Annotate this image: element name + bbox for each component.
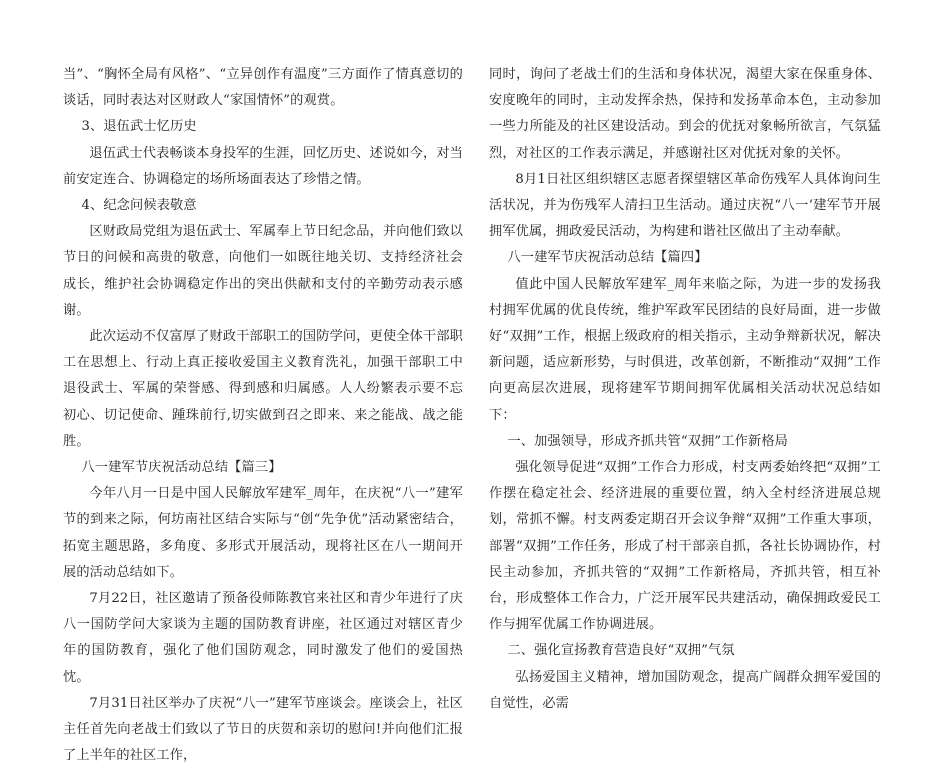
paragraph: 强化领导促进“双拥”工作合力形成，村支两委始终把“双拥”工作摆在稳定社会、经济进展的重要位置，纳入全村经济进展总规划，常抓不懈。村支两委定期召开会议争辩“双拥”工作重大事项，部署“双拥”工作任务，形成了村干部亲自抓，各社长协调协作，村民主动参加，齐抓共管的“双拥”工作新格局，齐抓共管，相互补台，形成整体工作合力，广泛开展军民共建活动，确保拥政爱民工作与拥军优属工作协调进展。 <box>489 460 881 633</box>
paragraph: 区财政局党组为退伍武士、军属奉上节日纪念品，并向他们致以节日的问候和高贵的敬意，向他们一如既往地关切、支持经济社会成长，维护社会协调稳定作出的突出供献和支付的辛勤劳动表示感谢。 <box>63 224 463 318</box>
section-heading: 4、纪念问候表敬意 <box>81 198 197 214</box>
paragraph: 8月1日社区组织辖区志愿者探望辖区革命伤残军人具体询问生活状况，并为伤残军人清扫卫生活动。通过庆祝“八一‘建军节开展拥军优属，拥政爱民活动，为构建和谐社区做出了主动奉献。 <box>489 171 881 240</box>
section-heading: 一、加强领导，形成齐抓共管“双拥”工作新格局 <box>507 433 789 449</box>
article-title: 八一建军节庆祝活动总结【篇三】 <box>81 460 282 476</box>
article-title: 八一建军节庆祝活动总结【篇四】 <box>507 250 708 266</box>
paragraph: 当”、“胸怀全局有风格”、“立异创作有温度”三方面作了情真意切的谈话，同时表达对区财政人“家国情怀”的观赏。 <box>63 67 463 109</box>
paragraph: 此次运动不仅富厚了财政干部职工的国防学问，更使全体干部职工在思想上、行动上真正接收爱国主义教育洗礼，加强干部职工中退役武士、军属的荣誉感、得到感和归属感。人人纷繁表示要不忘初心、切记使命、踵珠前行,切实做到召之即来、来之能战、战之能胜。 <box>63 329 463 449</box>
paragraph: 弘扬爱国主义精神，增加国防观念，提高广阔群众拥军爱国的自觉性，必需 <box>489 669 881 711</box>
paragraph: 退伍武士代表畅谈本身投军的生涯，回忆历史、述说如今，对当前安定连合、协调稳定的场所场面表达了珍惜之情。 <box>63 145 463 187</box>
paragraph: 7月22日，社区邀请了预备役师陈教官来社区和青少年进行了庆八一国防学问大家谈为主题的国防教育讲座，社区通过对辖区青少年的国防教育，强化了他们国防观念，同时激发了他们的爱国热忱。 <box>63 591 463 685</box>
section-heading: 二、强化宣扬教育营造良好“双拥”气氛 <box>507 643 735 659</box>
left-column <box>63 62 463 769</box>
paragraph: 同时，询问了老战士们的生活和身体状况，渴望大家在保重身体、安度晚年的同时，主动发挥余热，保持和发扬革命本色，主动参加一些力所能及的社区建设活动。到会的优抚对象畅所欲言，气氛猛烈，对社区的工作表示满足，并感谢社区对优抚对象的关怀。 <box>489 67 881 161</box>
section-heading: 3、退伍武士忆历史 <box>81 119 197 135</box>
paragraph: 今年八月一日是中国人民解放军建军_周年，在庆祝“八一”建军节的到来之际，何坊南社区结合实际与“创“先争优”活动紧密结合，拓宽主题思路，多角度、多形式开展活动，现将社区在八一期间开展的活动总结如下。 <box>63 486 463 580</box>
paragraph: 7月31日社区举办了庆祝“八一”建军节座谈会。座谈会上，社区主任首先向老战士们致以了节日的庆贺和亲切的慰问!并向他们汇报了上半年的社区工作， <box>63 695 463 764</box>
right-column <box>489 62 881 717</box>
paragraph: 值此中国人民解放军建军_周年来临之际，为进一步的发扬我村拥军优属的优良传统，维护军政军民团结的良好局面，进一步做好“双拥”工作，根据上级政府的相关指示，主动争辩新状况，解决新问题，适应新形势，与时俱进，改革创新，不断推动“双拥”工作向更高层次进展，现将建军节期间拥军优属相关活动状况总结如下： <box>489 276 881 423</box>
